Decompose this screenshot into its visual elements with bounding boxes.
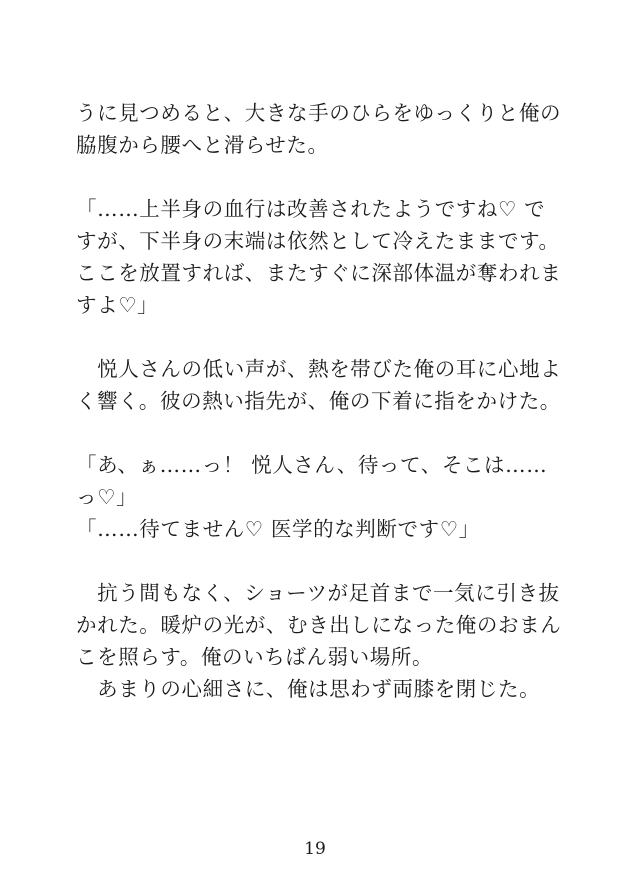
text-line: かれた。暖炉の光が、むき出しになった俺のおまん xyxy=(76,613,562,637)
text-line: すが、下半身の末端は依然として冷えたままです。 xyxy=(76,229,560,253)
text-line: すよ♡」 xyxy=(76,293,159,317)
body-text xyxy=(76,97,566,705)
paragraph-break xyxy=(76,321,566,353)
text-line: うに見つめると、大きな手のひらをゆっくりと俺の xyxy=(76,101,562,125)
text-line: 脇腹から腰へと滑らせた。 xyxy=(76,133,329,157)
text-line: く響く。彼の熱い指先が、俺の下着に指をかけた。 xyxy=(76,389,561,413)
text-line: 悦人さんの低い声が、熱を帯びた俺の耳に心地よ xyxy=(76,357,562,381)
paragraph-break xyxy=(76,545,566,577)
text-line: あまりの心細さに、俺は思わず両膝を閉じた。 xyxy=(76,677,541,701)
text-line: こを照らす。俺のいちばん弱い場所。 xyxy=(76,645,434,669)
paragraph-break xyxy=(76,417,566,449)
text-line: 「……上半身の血行は改善されたようですね♡ で xyxy=(76,197,546,221)
text-line: っ♡」 xyxy=(76,485,138,509)
text-line: ここを放置すれば、またすぐに深部体温が奪われま xyxy=(76,261,562,285)
text-line: 「あ、ぁ……っ！ 悦人さん、待って、そこは…… xyxy=(76,453,548,477)
text-line: 「……待てません♡ 医学的な判断です♡」 xyxy=(76,517,480,541)
page-number: 19 xyxy=(304,839,326,859)
paragraph-break xyxy=(76,161,566,193)
text-line: 抗う間もなく、ショーツが足首まで一気に引き抜 xyxy=(76,581,560,605)
